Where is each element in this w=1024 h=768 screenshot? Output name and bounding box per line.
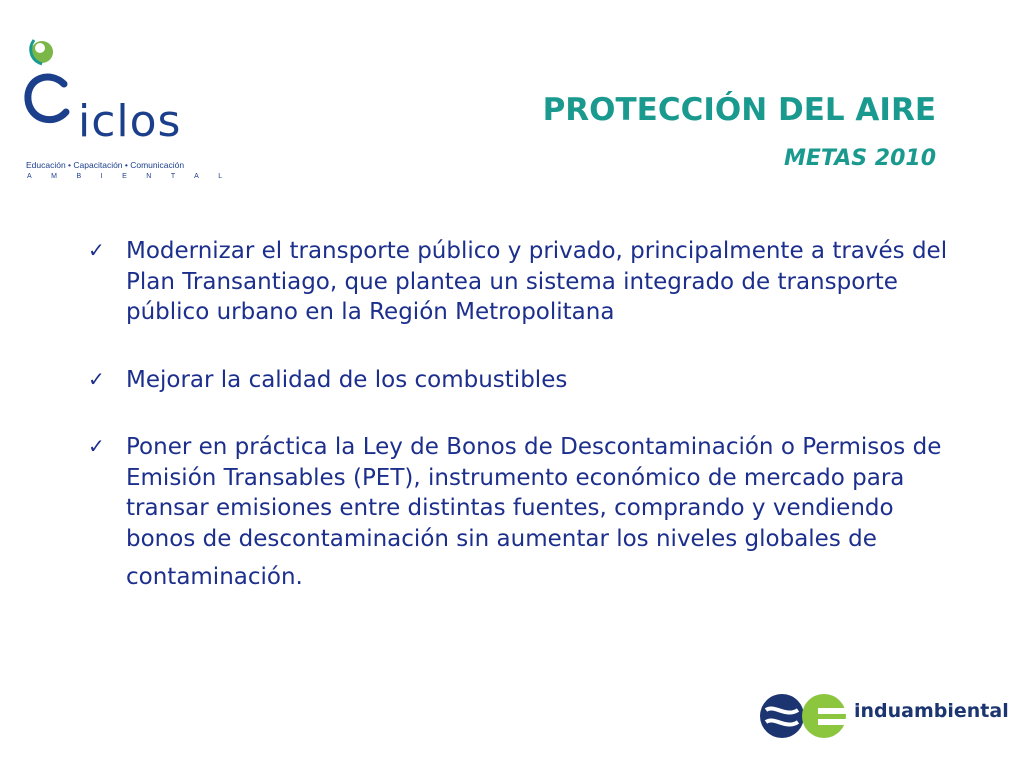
bullet-list (88, 236, 948, 630)
ciclos-head-highlight (35, 43, 45, 53)
indu-blue-circle (760, 694, 804, 738)
bullet-item (88, 236, 948, 328)
checkmark-icon: ✓ (88, 434, 105, 458)
slide-title: PROTECCIÓN DEL AIRE (542, 92, 936, 128)
slide-subtitle: METAS 2010 (784, 146, 936, 171)
bullet-text: Modernizar el transporte público y privado, principalmente a través del Plan Transantiago, que plantea un sistema integrado de transporte público urbano en la Región Metropolitana (126, 238, 948, 325)
bullet-text-block (126, 432, 948, 593)
ciclos-logo (20, 34, 242, 180)
ciclos-subtitle: AMBIENTAL (27, 173, 242, 180)
checkmark-icon: ✓ (88, 238, 105, 262)
induambiental-logo (758, 688, 1008, 744)
bullet-text: Mejorar la calidad de los combustibles (126, 366, 568, 393)
checkmark-icon: ✓ (88, 366, 105, 391)
bullet-text-last-line: contaminación. (126, 564, 303, 590)
indu-bar-2 (818, 719, 848, 725)
bullet-text: Poner en práctica la Ley de Bonos de Descontaminación o Permisos de Emisión Transables (PET), instrumento económico de mercado para transar emisiones entre distintas fuentes, comprando y vendiendo bonos de descontaminación sin aumentar los niveles globales de (126, 434, 942, 552)
indu-green-circle (802, 694, 846, 738)
ciclos-c-letter (28, 77, 66, 120)
induambiental-emblem-icon (758, 688, 854, 744)
bullet-item (88, 432, 948, 593)
indu-bar-1 (818, 708, 848, 714)
ciclos-wordmark: iclos (78, 96, 182, 147)
induambiental-wordmark: induambiental (854, 700, 1009, 722)
bullet-item (88, 365, 948, 396)
ciclos-tagline: Educación • Capacitación • Comunicación (26, 160, 185, 170)
